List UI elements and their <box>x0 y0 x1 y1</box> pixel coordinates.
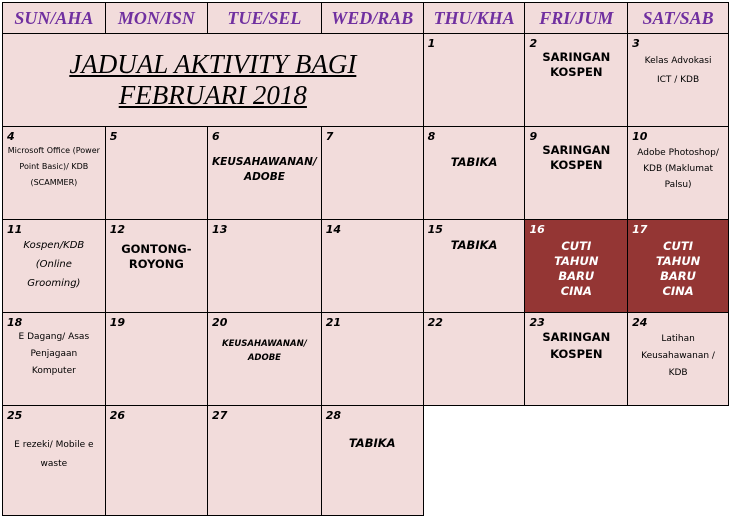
empty-cell <box>525 406 628 516</box>
day-number: 9 <box>529 130 538 143</box>
week-row-2 <box>3 127 729 220</box>
event-text: Adobe Photoshop/ KDB (Maklumat Palsu) <box>637 148 719 190</box>
day-number: 17 <box>632 223 648 236</box>
day-cell-23 <box>525 313 628 406</box>
week-row-3 <box>3 220 729 313</box>
day-number: 23 <box>529 316 545 329</box>
day-number: 24 <box>632 316 648 329</box>
title-line-1: JADUAL AKTIVITY BAGI <box>69 49 357 79</box>
day-cell-28 <box>321 406 423 516</box>
day-number: 21 <box>325 316 342 329</box>
day-number: 12 <box>109 223 126 236</box>
day-number: 15 <box>427 223 443 236</box>
event-text: Latihan Keusahawanan / KDB <box>641 334 715 378</box>
header-tuesday: TUE/SEL <box>208 3 322 34</box>
day-cell-9 <box>525 127 628 220</box>
event-text: SARINGAN KOSPEN <box>542 330 611 361</box>
day-number: 2 <box>529 37 538 50</box>
day-number: 1 <box>427 37 436 50</box>
event-text: Kelas Advokasi ICT / KDB <box>644 56 712 85</box>
day-number: 22 <box>427 316 443 329</box>
day-cell-15 <box>423 220 525 313</box>
week-row-1 <box>3 34 729 127</box>
header-friday: FRI/JUM <box>525 3 628 34</box>
day-cell-17-holiday <box>628 220 729 313</box>
day-number: 25 <box>7 409 23 422</box>
week-row-5 <box>3 406 729 516</box>
day-cell-2 <box>525 34 628 127</box>
day-cell-24 <box>628 313 729 406</box>
day-cell-7 <box>321 127 423 220</box>
day-number: 11 <box>7 223 23 236</box>
day-cell-5 <box>105 127 207 220</box>
day-cell-8 <box>423 127 525 220</box>
header-thursday: THU/KHA <box>423 3 525 34</box>
day-cell-26 <box>105 406 207 516</box>
day-cell-13 <box>208 220 322 313</box>
day-number: 13 <box>212 223 228 236</box>
empty-cell <box>423 406 525 516</box>
day-cell-14 <box>321 220 423 313</box>
day-number: 27 <box>212 409 228 422</box>
calendar-title <box>3 34 424 127</box>
header-sunday: SUN/AHA <box>3 3 106 34</box>
day-cell-20 <box>208 313 322 406</box>
event-text: TABIKA <box>348 436 396 450</box>
event-text: E Dagang/ Asas Penjagaan Komputer <box>18 332 90 376</box>
day-number: 28 <box>325 409 342 422</box>
day-cell-25 <box>3 406 106 516</box>
day-cell-6 <box>208 127 322 220</box>
day-cell-16-holiday <box>525 220 628 313</box>
event-text: CUTI TAHUN BARU CINA <box>554 239 599 298</box>
event-text: KEUSAHAWANAN/ ADOBE <box>212 156 317 183</box>
day-number: 8 <box>427 130 436 143</box>
day-cell-4 <box>3 127 106 220</box>
event-text: TABIKA <box>450 155 498 169</box>
day-cell-3 <box>628 34 729 127</box>
event-text: CUTI TAHUN BARU CINA <box>655 239 701 298</box>
calendar-table <box>2 2 729 516</box>
header-wednesday: WED/RAB <box>321 3 423 34</box>
day-cell-10 <box>628 127 729 220</box>
day-number: 20 <box>212 316 228 329</box>
day-cell-11 <box>3 220 106 313</box>
event-text: TABIKA <box>450 238 498 252</box>
event-text: Kospen/KDB (Online Grooming) <box>23 240 85 289</box>
header-saturday: SAT/SAB <box>628 3 729 34</box>
day-number: 14 <box>325 223 342 236</box>
header-monday: MON/ISN <box>105 3 207 34</box>
title-line-2: FEBRUARI 2018 <box>118 80 307 110</box>
day-cell-1 <box>423 34 525 127</box>
event-text: SARINGAN KOSPEN <box>542 50 611 79</box>
week-row-4 <box>3 313 729 406</box>
day-cell-22 <box>423 313 525 406</box>
empty-cell <box>628 406 729 516</box>
day-number: 3 <box>632 37 640 50</box>
day-number: 18 <box>7 316 23 329</box>
event-text: GONTONG-ROYONG <box>121 242 192 271</box>
header-row <box>3 3 729 34</box>
day-cell-12 <box>105 220 207 313</box>
day-number: 26 <box>109 409 126 422</box>
event-text: KEUSAHAWANAN/ ADOBE <box>222 339 307 363</box>
day-number: 19 <box>109 316 126 329</box>
event-text: SARINGAN KOSPEN <box>542 143 611 172</box>
event-text: E rezeki/ Mobile e waste <box>14 440 94 469</box>
day-cell-27 <box>208 406 322 516</box>
day-number: 10 <box>632 130 648 143</box>
day-number: 5 <box>109 130 118 143</box>
day-number: 4 <box>7 130 15 143</box>
event-text: Microsoft Office (Power Point Basic)/ KDB (SCAMMER) <box>7 146 100 187</box>
day-cell-19 <box>105 313 207 406</box>
day-number: 7 <box>325 130 334 143</box>
day-number: 16 <box>529 223 545 236</box>
day-cell-21 <box>321 313 423 406</box>
day-cell-18 <box>3 313 106 406</box>
day-number: 6 <box>212 130 220 143</box>
